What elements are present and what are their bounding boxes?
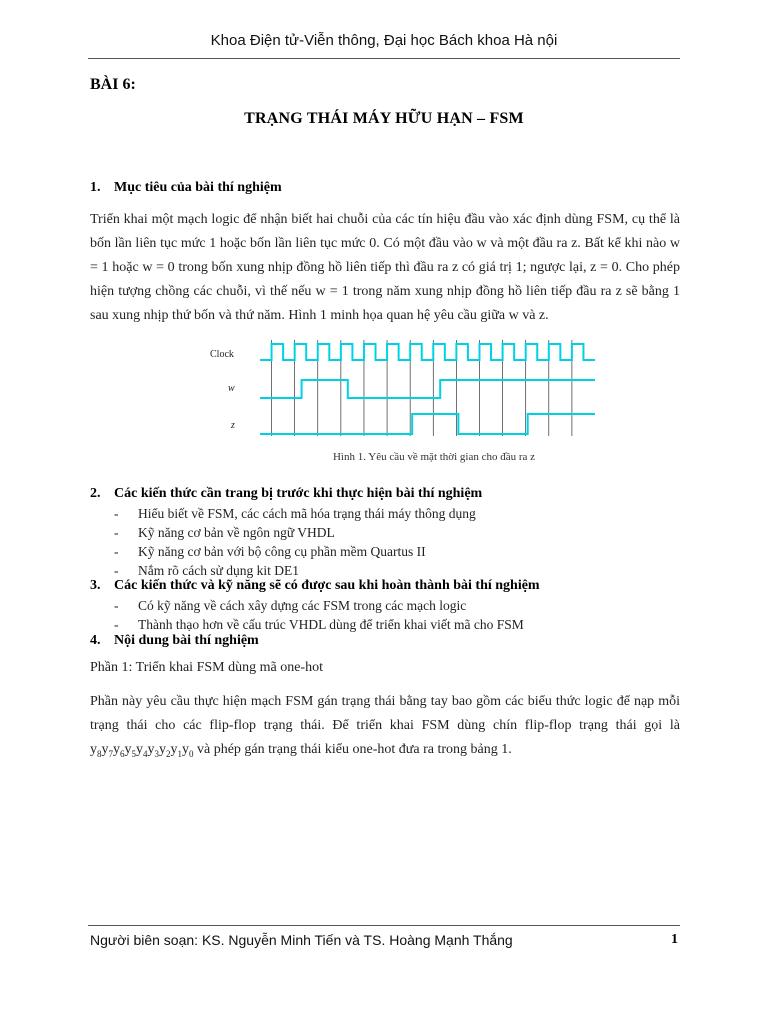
- list-item: - Kỹ năng cơ bản về ngôn ngữ VHDL: [114, 525, 335, 540]
- w-label: w: [228, 383, 235, 394]
- paragraph-text: Phần này yêu cầu thực hiện mạch FSM gán trạng thái bằng tay bao gồm các biểu thức logic để nạp mỗi trạng thái cho các flip-flop trạng thái. Để triển khai FSM dùng chín flip-flop trạng thái gọi là: [90, 694, 680, 733]
- footer-divider: [88, 925, 680, 926]
- list-item: - Có kỹ năng về cách xây dựng các FSM trong các mạch logic: [114, 598, 467, 613]
- clock-label: Clock: [210, 349, 234, 360]
- list-item: - Kỹ năng cơ bản với bộ công cụ phần mềm Quartus II: [114, 544, 426, 559]
- section-4-heading: [90, 633, 259, 649]
- list-item: - Nắm rõ cách sử dụng kit DE1: [114, 563, 300, 578]
- section-1-paragraph: Triển khai một mạch logic để nhận biết hai chuỗi của các tín hiệu đầu vào xác định dùng FSM, cụ thể là bốn lần liên tục mức 1 hoặc bốn lần liên tục mức 0. Có một đầu vào w và một đầu ra z. Bất kể khi nào w = 1 hoặc w = 0 trong bốn xung nhịp đồng hồ liên tiếp thì đầu ra z có giá trị 1; ngược lại, z = 0. Cho phép hiện tượng chồng các chuỗi, vì thế nếu w = 1 trong năm xung nhịp đồng hồ liên tiếp đầu ra z sẽ bằng 1 sau xung nhịp thứ bốn và thứ năm. Hình 1 minh họa quan hệ yêu cầu giữa w và z.: [90, 212, 680, 323]
- section-3-number: 3.: [90, 578, 101, 593]
- header-divider: [88, 58, 680, 59]
- timing-diagram: [200, 332, 600, 442]
- list-item: - Hiểu biết về FSM, các cách mã hóa trạng thái máy thông dụng: [114, 506, 476, 521]
- section-1-number: 1.: [90, 180, 101, 195]
- section-2-heading: [90, 486, 482, 502]
- figure-caption: Hình 1. Yêu cầu về mặt thời gian cho đầu ra z: [332, 451, 536, 463]
- section-2-number: 2.: [90, 486, 101, 501]
- list-item: - Thành thạo hơn về cấu trúc VHDL dùng để triển khai viết mã cho FSM: [114, 617, 524, 632]
- section-3-title: Các kiến thức và kỹ năng sẽ có được sau khi hoàn thành bài thí nghiệm: [114, 578, 540, 593]
- section-4-number: 4.: [90, 633, 101, 648]
- section-4-paragraph: [90, 690, 680, 766]
- section-2-title: Các kiến thức cần trang bị trước khi thực hiện bài thí nghiệm: [114, 486, 483, 501]
- z-waveform: [260, 414, 595, 434]
- section-1-title: Mục tiêu của bài thí nghiệm: [114, 180, 282, 195]
- z-label: z: [231, 420, 235, 431]
- section-1-heading: [90, 180, 282, 196]
- section-3-heading: [90, 578, 540, 594]
- lesson-title: TRẠNG THÁI MÁY HỮU HẠN – FSM: [244, 110, 524, 127]
- page-header: Khoa Điện tử-Viễn thông, Đại học Bách khoa Hà nội: [210, 32, 558, 49]
- state-variables: $y_8y_7y_6y_5y_4y_3y_2y_1y_0$: [90, 742, 194, 759]
- clock-waveform: [260, 344, 595, 360]
- part-1-heading: Phần 1: Triển khai FSM dùng mã one-hot: [90, 660, 323, 675]
- footer-authors: Người biên soạn: KS. Nguyễn Minh Tiến và TS. Hoàng Mạnh Thắng: [90, 932, 513, 948]
- section-2-list: [114, 504, 476, 580]
- page-number: 1: [671, 932, 678, 947]
- section-3-list: [114, 596, 524, 634]
- section-4-title: Nội dung bài thí nghiệm: [114, 633, 259, 648]
- lesson-label: BÀI 6:: [90, 76, 136, 93]
- w-waveform: [260, 380, 595, 398]
- paragraph-text-end: và phép gán trạng thái kiểu one-hot đưa ra trong bảng 1.: [193, 742, 512, 757]
